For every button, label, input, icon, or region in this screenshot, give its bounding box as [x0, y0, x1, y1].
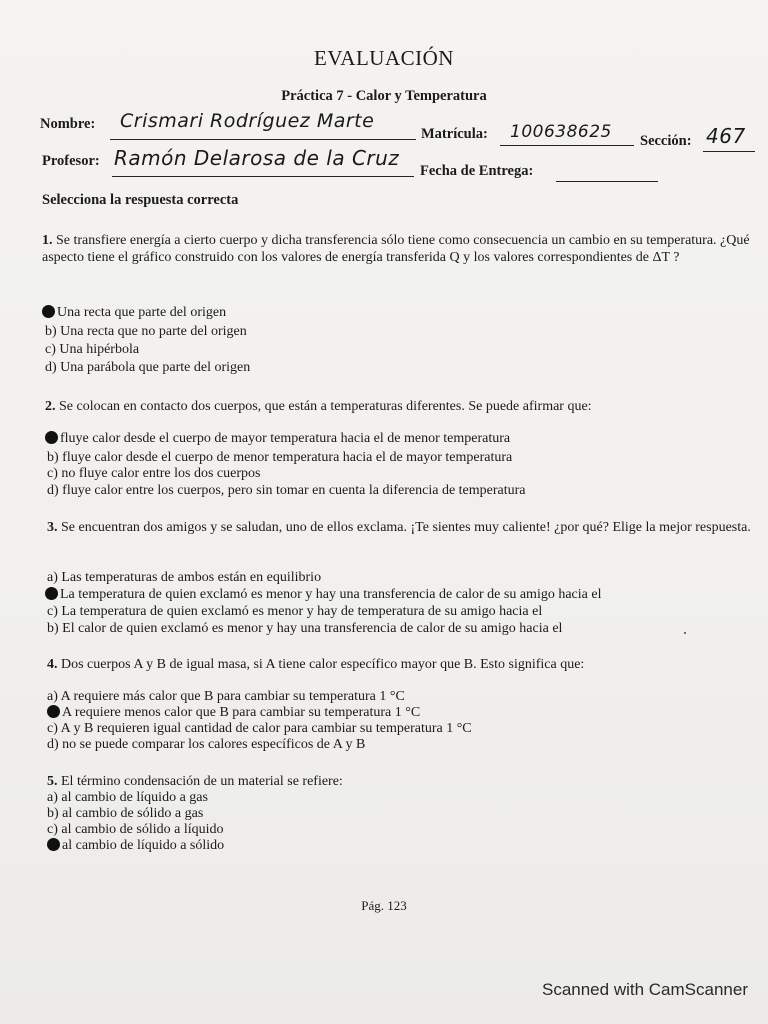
option-label: Una recta que parte del origen [57, 305, 227, 320]
camscanner-watermark: Scanned with CamScanner [541, 980, 748, 999]
q3-option-b [45, 587, 601, 603]
page-title: EVALUACIÓN [314, 46, 454, 70]
profesor-label: Profesor: [42, 153, 100, 169]
matricula-underline [500, 145, 634, 146]
answer-mark-icon [45, 431, 58, 444]
option-label: b) al cambio de sólido a gas [47, 806, 204, 821]
page-number: Pág. 123 [361, 898, 407, 913]
seccion-label: Sección: [640, 133, 692, 149]
q1-option-b [45, 324, 247, 340]
question-text: Dos cuerpos A y B de igual masa, si A tiene calor específico mayor que B. Esto significa que: [61, 657, 585, 672]
q4-option-a [47, 689, 405, 705]
option-label: a) al cambio de líquido a gas [47, 790, 208, 805]
q4-option-c [47, 721, 472, 737]
option-label: d) Una parábola que parte del origen [45, 360, 251, 375]
question-2 [45, 398, 757, 415]
option-label: d) fluye calor entre los cuerpos, pero sin tomar en cuenta la diferencia de temperatura [47, 483, 526, 498]
matricula-label: Matrícula: [421, 126, 488, 142]
answer-mark-icon [47, 705, 60, 718]
question-3 [47, 519, 755, 536]
option-label: a) Las temperaturas de ambos están en equilibrio [47, 570, 322, 585]
q3-option-a [47, 570, 321, 586]
q5-option-b [47, 806, 203, 822]
question-number: 1. [42, 233, 53, 248]
question-number: 3. [47, 520, 58, 535]
seccion-value: 467 [706, 124, 746, 148]
nombre-label: Nombre: [40, 116, 96, 132]
matricula-value: 100638625 [510, 122, 612, 142]
option-label: b) fluye calor desde el cuerpo de menor temperatura hacia el de mayor temperatura [47, 450, 513, 465]
question-number: 2. [45, 399, 56, 414]
seccion-underline [703, 151, 755, 152]
answer-mark-icon [47, 838, 60, 851]
q2-option-d [47, 483, 526, 499]
profesor-value: Ramón Delarosa de la Cruz [114, 146, 400, 170]
option-label: c) A y B requieren igual cantidad de calor para cambiar su temperatura 1 °C [47, 721, 472, 736]
q5-option-d [47, 838, 224, 854]
option-label: a) A requiere más calor que B para cambiar su temperatura 1 °C [47, 689, 405, 704]
q1-option-c [45, 342, 139, 358]
option-label: al cambio de líquido a sólido [62, 838, 225, 853]
stray-mark [684, 632, 686, 634]
q1-option-d [45, 360, 250, 376]
nombre-value: Crismari Rodríguez Marte [120, 110, 375, 132]
q2-option-b [47, 450, 512, 466]
q5-option-a [47, 790, 208, 806]
option-label: A requiere menos calor que B para cambiar su temperatura 1 °C [62, 705, 421, 720]
q1-option-a [42, 305, 226, 321]
question-text: Se encuentran dos amigos y se saludan, uno de ellos exclama. ¡Te sientes muy caliente! ¿por qué? Elige la mejor respuesta. [61, 520, 751, 535]
question-text: Se colocan en contacto dos cuerpos, que están a temperaturas diferentes. Se puede afirmar que: [59, 399, 592, 414]
fecha-underline [556, 181, 658, 182]
q4-option-b [47, 705, 420, 721]
q2-option-c [47, 466, 260, 482]
option-label: fluye calor desde el cuerpo de mayor temperatura hacia el de menor temperatura [60, 431, 511, 446]
q4-option-d [47, 737, 365, 753]
answer-mark-icon [42, 305, 55, 318]
question-text: Se transfiere energía a cierto cuerpo y dicha transferencia sólo tiene como consecuencia un cambio en su temperatura. ¿Qué aspecto tiene el gráfico construido con los valores de energía transferida Q y los valores correspondientes de ΔT ? [42, 233, 750, 265]
fecha-label: Fecha de Entrega: [420, 163, 534, 179]
instruction: Selecciona la respuesta correcta [42, 192, 239, 208]
option-label: b) Una recta que no parte del origen [45, 324, 247, 339]
question-4 [47, 656, 755, 673]
option-label: d) no se puede comparar los calores específicos de A y B [47, 737, 366, 752]
profesor-underline [112, 176, 414, 177]
question-number: 4. [47, 657, 58, 672]
option-label: c) no fluye calor entre los dos cuerpos [47, 466, 261, 481]
nombre-underline [110, 139, 416, 140]
q2-option-a [45, 431, 510, 447]
page-subtitle: Práctica 7 - Calor y Temperatura [281, 88, 487, 104]
option-label: c) La temperatura de quien exclamó es menor y hay de temperatura de su amigo hacia el [47, 604, 543, 619]
question-5 [47, 773, 755, 790]
option-label: La temperatura de quien exclamó es menor y hay una transferencia de calor de su amigo hacia el [60, 587, 602, 602]
question-text: El término condensación de un material se refiere: [61, 774, 343, 789]
q3-option-d [47, 621, 562, 637]
option-label: c) Una hipérbola [45, 342, 140, 357]
question-1 [42, 232, 754, 266]
option-label: b) El calor de quien exclamó es menor y hay una transferencia de calor de su amigo hacia el [47, 621, 563, 636]
question-number: 5. [47, 774, 58, 789]
option-label: c) al cambio de sólido a líquido [47, 822, 224, 837]
q5-option-c [47, 822, 224, 838]
q3-option-c [47, 604, 542, 620]
answer-mark-icon [45, 587, 58, 600]
